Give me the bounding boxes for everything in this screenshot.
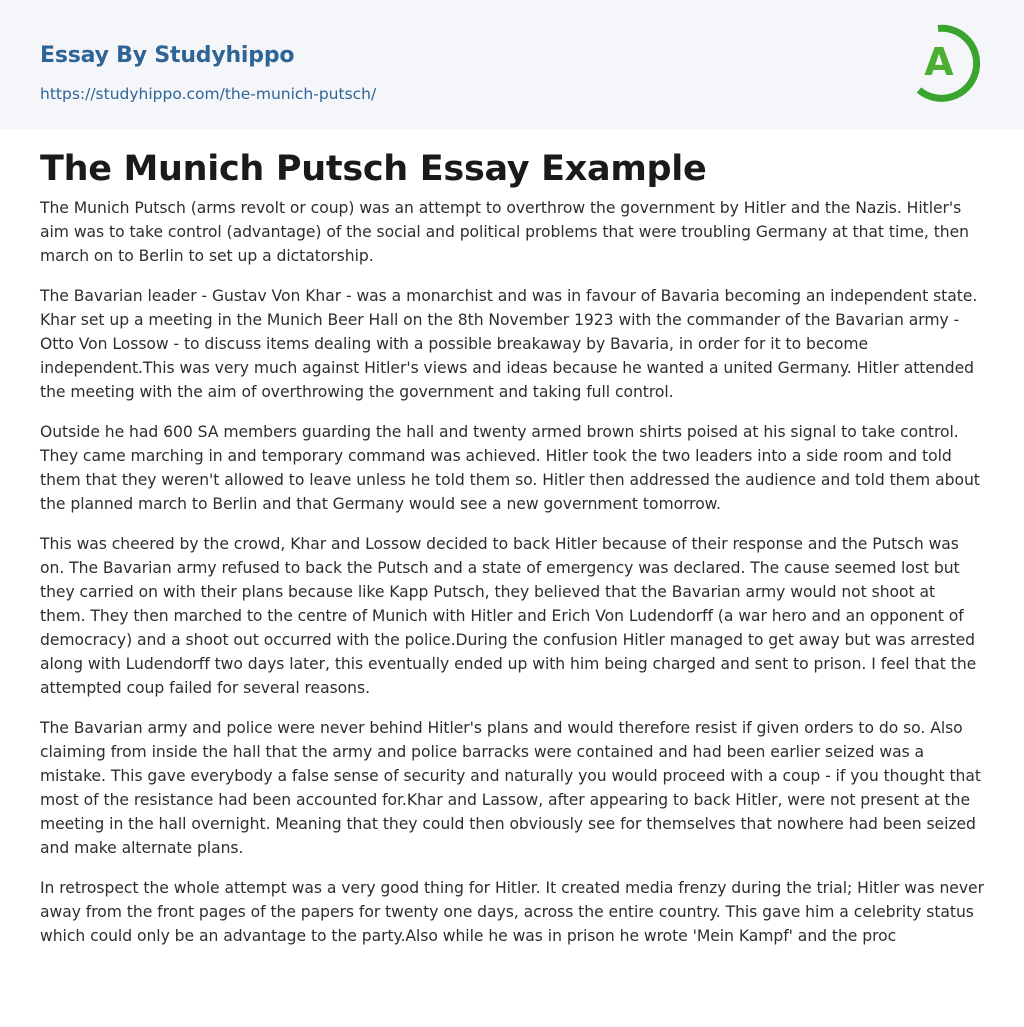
article-paragraph: The Munich Putsch (arms revolt or coup) was an attempt to overthrow the government by Hitler and the Nazis. Hitler's aim was to take control (advantage) of the social and political problems that were troubling Germany at that time, then march on to Berlin to set up a dictatorship.: [40, 199, 970, 265]
page-title: The Munich Putsch Essay Example: [40, 149, 707, 189]
article-paragraph: This was cheered by the crowd, Khar and Lossow decided to back Hitler because of their response and the Putsch was on. The Bavarian army refused to back the Putsch and a state of emergency was declared. The cause seemed lost but they carried on with their plans because like Kapp Putsch, they believed that the Bavarian army would not shoot at them. They then marched to the centre of Munich with Hitler and Erich Von Ludendorff (a war hero and an opponent of democracy) and a shoot out occurred with the police.During the confusion Hitler managed to get away but was arrested along with Ludendorff two days later, this eventually ended up with him being charged and sent to prison. I feel that the attempted coup failed for several reasons.: [40, 535, 977, 697]
article-paragraph: The Bavarian leader - Gustav Von Khar - was a monarchist and was in favour of Bavaria becoming an independent state. Khar set up a meeting in the Munich Beer Hall on the 8th November 1923 with the commander of the Bavarian army - Otto Von Lossow - to discuss items dealing with a possible breakaway by Bavaria, in order for it to become independent.This was very much against Hitler's views and ideas because he wanted a united Germany. Hitler attended the meeting with the aim of overthrowing the government and taking full control.: [40, 287, 978, 401]
article-paragraph: Outside he had 600 SA members guarding the hall and twenty armed brown shirts poised at his signal to take control. They came marching in and temporary command was achieved. Hitler took the two leaders into a side room and told them that they weren't allowed to leave unless he told them so. Hitler then addressed the audience and told them about the planned march to Berlin and that Germany would see a new government tomorrow.: [40, 423, 980, 513]
article: [0, 147, 1024, 948]
article-paragraph: The Bavarian army and police were never behind Hitler's plans and would therefore resist if given orders to do so. Also claiming from inside the hall that the army and police barracks were contained and had been earlier seized was a mistake. This gave everybody a false sense of security and naturally you would proceed with a coup - if you thought that most of the resistance had been accounted for.Khar and Lassow, after appearing to back Hitler, were not present at the meeting in the hall overnight. Meaning that they could then obviously see for themselves that nowhere had been seized and make alternate plans.: [40, 719, 981, 857]
source-url-link[interactable]: https://studyhippo.com/the-munich-putsch/: [40, 85, 377, 103]
studyhippo-logo-icon[interactable]: [913, 19, 987, 105]
logo-letter: A: [924, 40, 954, 84]
site-header: [0, 0, 1024, 129]
article-paragraph: In retrospect the whole attempt was a very good thing for Hitler. It created media frenzy during the trial; Hitler was never away from the front pages of the papers for twenty one days, across the entire country. This gave him a celebrity status which could only be an advantage to the party.Also while he was in prison he wrote 'Mein Kampf' and the proc: [40, 879, 984, 945]
brand-title: Essay By Studyhippo: [40, 43, 295, 68]
